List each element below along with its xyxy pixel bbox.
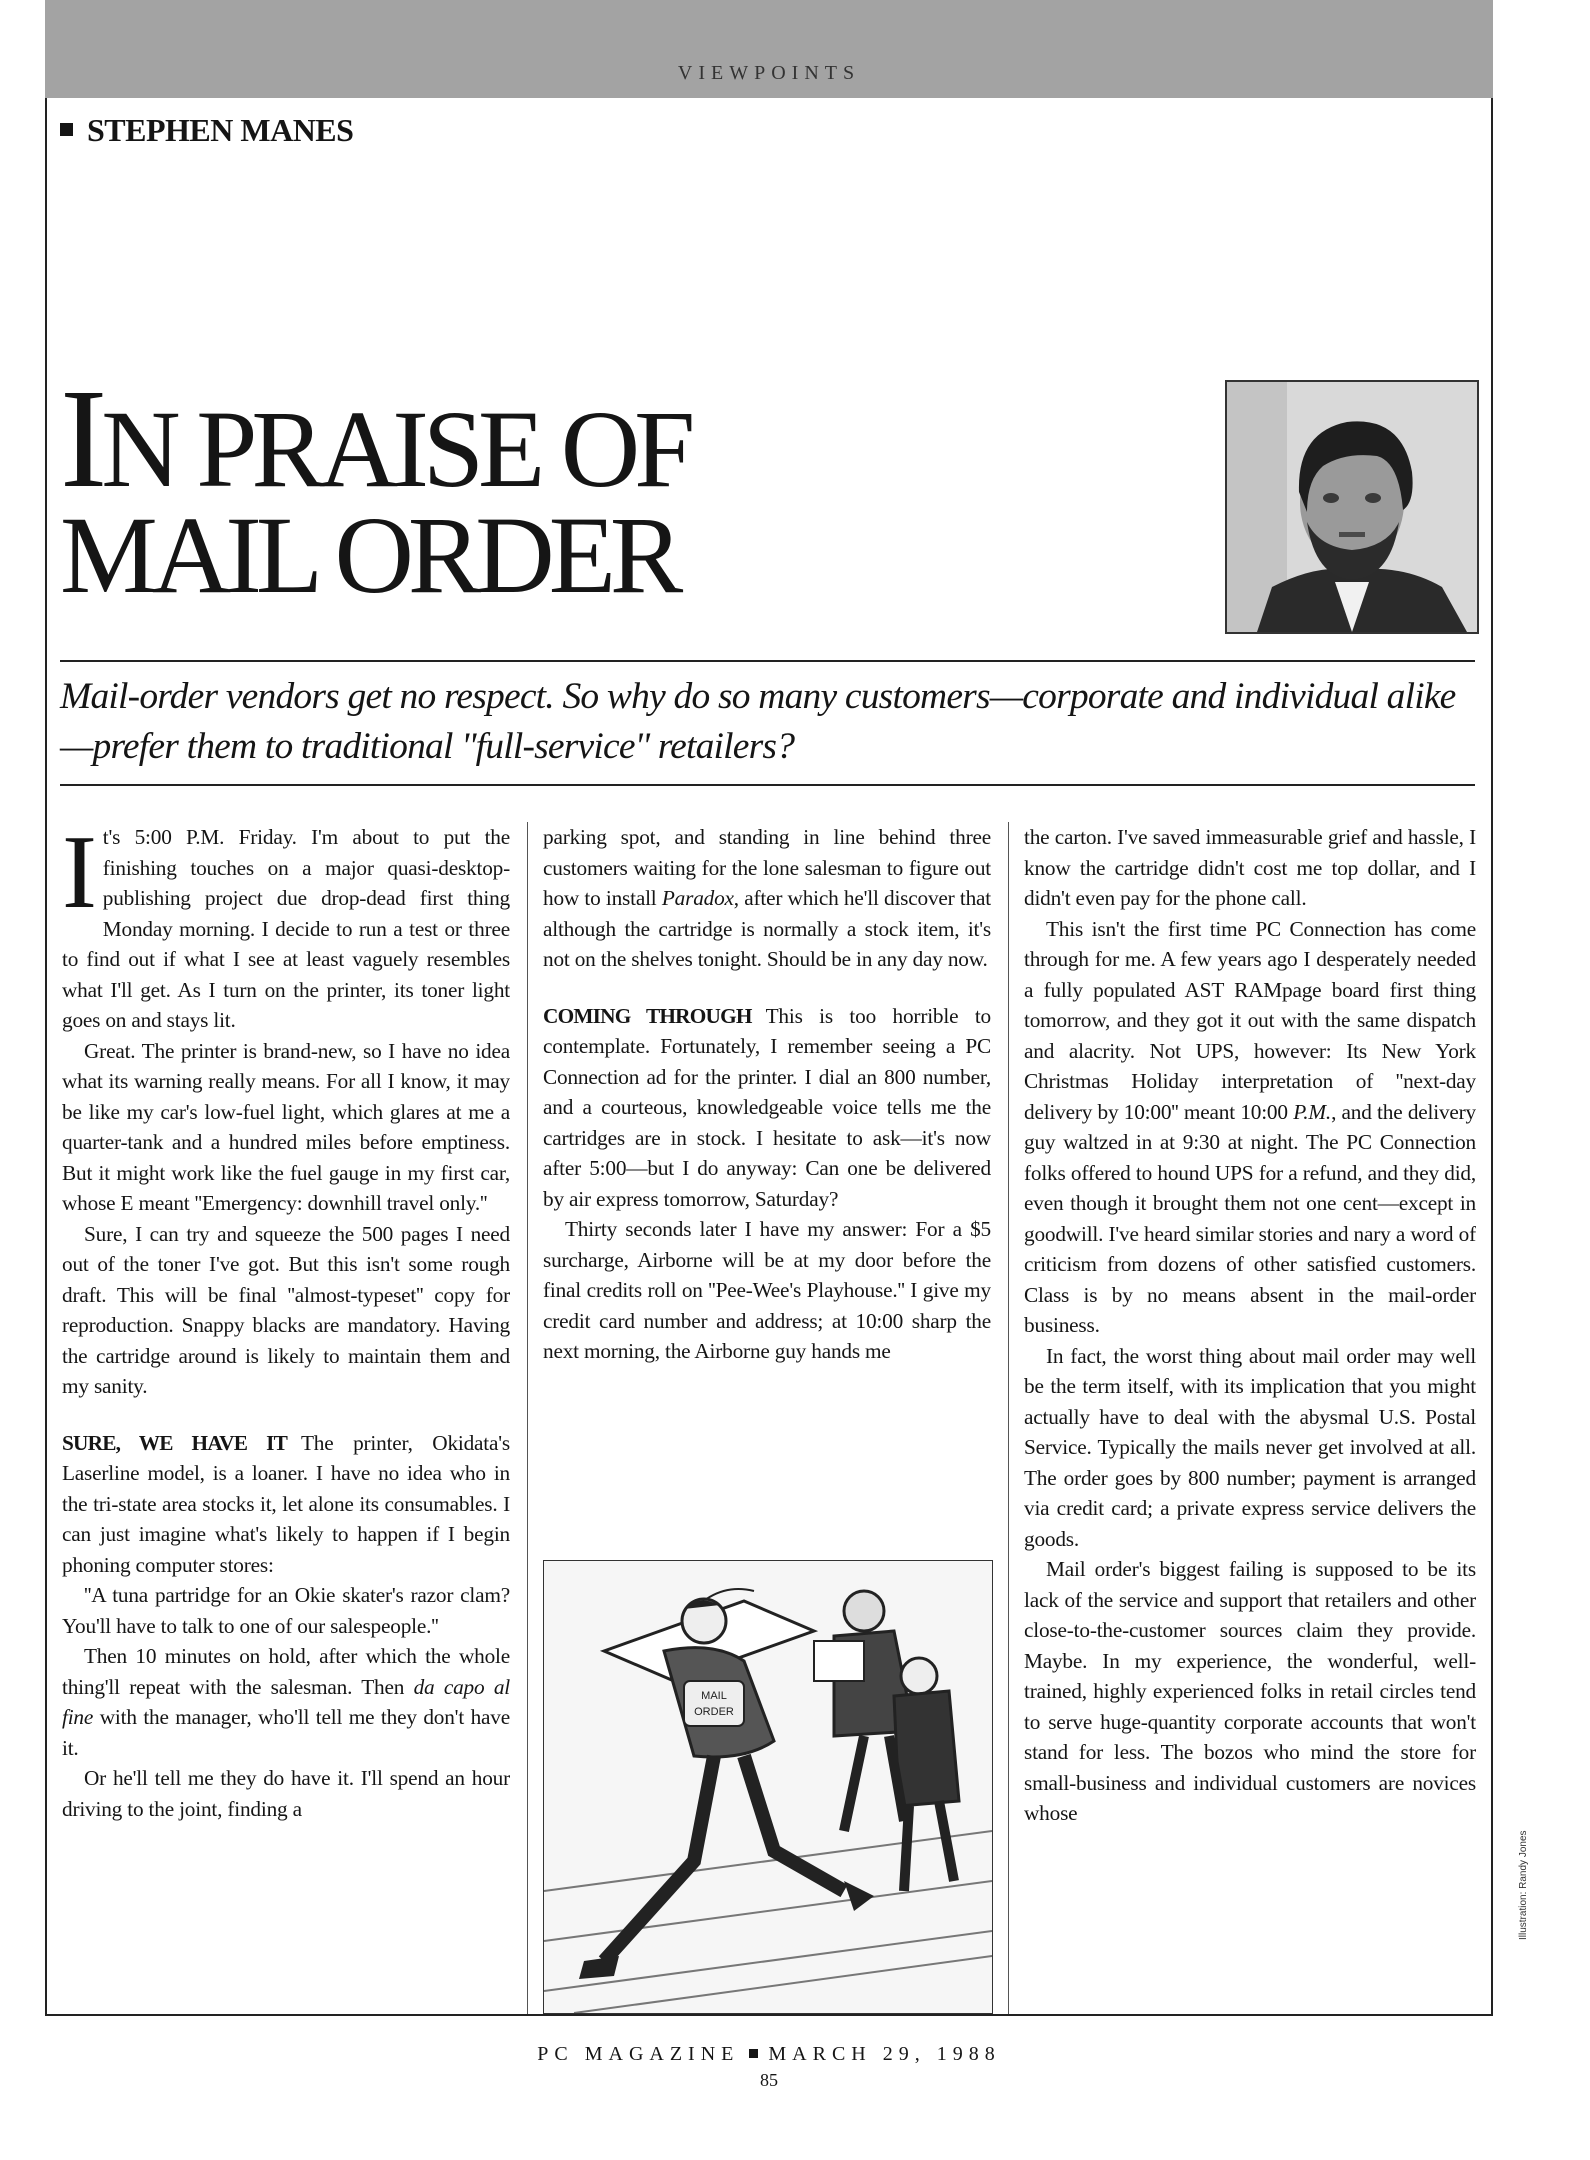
illustration-credit: Illustration: Randy Jones bbox=[1518, 1830, 1529, 1940]
section-label: VIEWPOINTS bbox=[677, 62, 861, 84]
paragraph bbox=[62, 1641, 510, 1763]
paragraph: Sure, I can try and squeeze the 500 pages I need out of the toner I've got. But this isn't some rough draft. This will be final ''almost-typeset'' copy for reproduction. Snappy blacks are mandatory. Having the cartridge around is likely to maintain them and my sanity. bbox=[62, 1221, 510, 1398]
frame-right-rule bbox=[1491, 98, 1493, 2016]
paragraph bbox=[62, 822, 510, 1036]
paragraph-text: This is too horrible to contemplate. Fortunately, I remember seeing a PC Connection ad for the printer. I dial an 800 number, and a courteous, knowledgeable voice tells me the cartridges are in stock. I hesitate to ask—it's now after 5:00—but I do anyway: Can one be delivered by air express tomorrow, Saturday? bbox=[543, 1003, 991, 1211]
article-deck: Mail-order vendors get no respect. So why do so many customers—corporate and individual alike—prefer them to traditional ''full-service'' retailers? bbox=[60, 676, 1456, 767]
article-column-3 bbox=[1024, 822, 1476, 2016]
paragraph-text: parking spot, and standing in line behind three customers waiting for the lone salesman to figure out how to install bbox=[543, 825, 991, 910]
paragraph-text: with the manager, who'll tell me they don't have it. bbox=[62, 1705, 510, 1760]
italic-text: P.M. bbox=[1293, 1099, 1332, 1124]
paragraph: ''A tuna partridge for an Okie skater's razor clam? You'll have to talk to one of our salespeople.'' bbox=[62, 1583, 510, 1638]
title-line-2: MAIL ORDER bbox=[60, 494, 678, 616]
paragraph bbox=[543, 822, 991, 975]
paragraph: In fact, the worst thing about mail order may well be the term itself, with its implication that you might actually have to deal with the abysmal U.S. Postal Service. Typically the mails never get involved at all. The order goes by 800 number; payment is arranged via credit card; a private express service delivers the goods. bbox=[1024, 1343, 1476, 1551]
square-bullet-icon bbox=[60, 123, 73, 136]
title-line-1-text: N PRAISE OF bbox=[101, 388, 690, 510]
drop-cap: I bbox=[62, 822, 97, 930]
article-column-1 bbox=[62, 822, 510, 2016]
author-name: STEPHEN MANES bbox=[87, 112, 354, 148]
paragraph bbox=[543, 1001, 991, 1215]
magazine-name: PC MAGAZINE bbox=[537, 2043, 740, 2065]
column-rule-1 bbox=[527, 822, 528, 2014]
deck-top-rule bbox=[60, 660, 1475, 662]
paragraph-text: , and the delivery guy waltzed in at 9:30 at night. The PC Connection folks offered to hound UPS for a refund, and they did, even though it brought them not one cent—except in goodwill. I've heard similar stories and nary a word of criticism from dozens of other satisfied customers. Class is by no means absent in the mail-order business. bbox=[1024, 1099, 1476, 1337]
title-line-1 bbox=[60, 359, 1210, 517]
subhead: COMING THROUGH bbox=[543, 1003, 752, 1028]
footer-folio bbox=[45, 2043, 1493, 2066]
page-number: 85 bbox=[760, 2070, 778, 2090]
italic-text: da capo al fine bbox=[62, 1674, 510, 1729]
frame-left-rule bbox=[45, 98, 47, 2016]
paragraph: Mail order's biggest failing is supposed to be its lack of the service and support that retailers and other close-to-the-customer sources claim they provide. Maybe. In my experience, the wonderful, well-trained, highly experienced folks in retail circles tend to serve huge-quantity corporate accounts that won't stand for less. The bozos who mind the store for small-business and individual customers are novices whose bbox=[1024, 1557, 1476, 1825]
subhead: SURE, WE HAVE IT bbox=[62, 1430, 287, 1455]
mail-order-runner-illustration bbox=[544, 1561, 992, 2013]
paragraph: Thirty seconds later I have my answer: For a $5 surcharge, Airborne will be at my door before the final credits roll on ''Pee-Wee's Playhouse.'' I give my credit card number and address; at 10:00 sharp the next morning, the Airborne guy hands me bbox=[543, 1217, 991, 1363]
paragraph: Or he'll tell me they do have it. I'll spend an hour driving to the joint, finding a bbox=[62, 1766, 510, 1821]
paragraph-text: Then 10 minutes on hold, after which the whole thing'll repeat with the salesman. Then bbox=[62, 1644, 510, 1699]
author-byline bbox=[60, 112, 353, 149]
paragraph: the carton. I've saved immeasurable grief and hassle, I know the cartridge didn't cost me top dollar, and I didn't even pay for the phone call. bbox=[1024, 825, 1476, 910]
bag-label-line-1: MAIL bbox=[701, 1690, 727, 1702]
column-rule-2 bbox=[1008, 822, 1009, 2014]
paragraph bbox=[1024, 914, 1476, 1341]
paragraph-text: t's 5:00 P.M. Friday. I'm about to put the finishing touches on a major quasi-desktop-publishing project due drop-dead first thing Monday morning. I decide to run a test or three to find out if what I see at least vaguely resembles what I'll get. As I turn on the printer, its toner light goes on and stays lit. bbox=[62, 825, 510, 1032]
italic-text: Paradox bbox=[661, 886, 734, 910]
paragraph-text: , after which he'll discover that although the cartridge is normally a stock item, it's not on the shelves tonight. Should be in any day now. bbox=[543, 886, 991, 971]
paragraph-text: The printer, Okidata's Laserline model, is a loaner. I have no idea who in the tri-state area stocks it, let alone its consumables. I can just imagine what's likely to happen if I begin phoning computer stores: bbox=[62, 1430, 510, 1577]
author-portrait-image bbox=[1227, 382, 1477, 632]
paragraph bbox=[62, 1428, 510, 1581]
title-initial-cap: I bbox=[60, 359, 102, 517]
deck-bottom-rule bbox=[60, 784, 1475, 786]
square-bullet-icon bbox=[749, 2049, 758, 2058]
article-title bbox=[60, 359, 1210, 616]
issue-date: MARCH 29, 1988 bbox=[768, 2043, 1001, 2065]
paragraph-text: This isn't the first time PC Connection has come through for me. A few years ago I desperately needed a fully populated AST RAMpage board first thing tomorrow, and they got it out with the same dispatch and alacrity. Not UPS, however: Its New York Christmas Holiday interpretation of ''next-day delivery by 10:00'' meant 10:00 bbox=[1024, 916, 1476, 1124]
bag-label-line-2: ORDER bbox=[694, 1706, 734, 1718]
author-photo bbox=[1225, 380, 1479, 634]
paragraph: Great. The printer is brand-new, so I have no idea what its warning really means. For all I know, it may be like my car's low-fuel light, which glares at me a quarter-tank and a hundred miles before emptiness. But it might work like the fuel gauge in my first car, whose E meant ''Emergency: downhill travel only.'' bbox=[62, 1038, 510, 1215]
article-illustration bbox=[543, 1560, 993, 2014]
